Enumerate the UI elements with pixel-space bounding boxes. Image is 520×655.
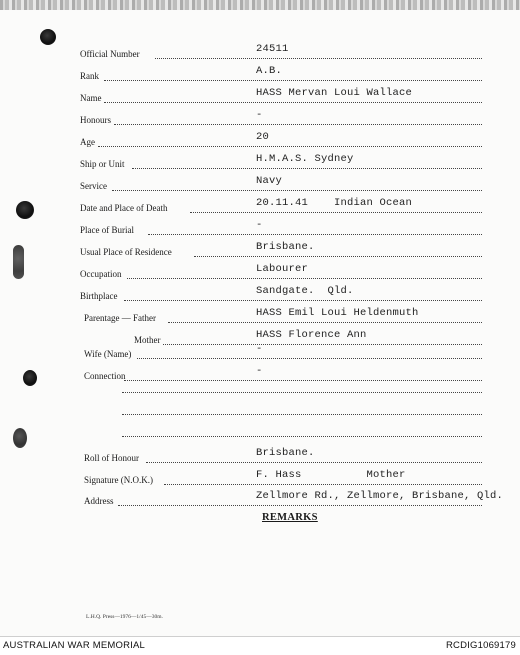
field-value: H.M.A.S. Sydney <box>256 153 354 165</box>
field-label: Honours <box>80 115 111 125</box>
field-value: Brisbane. <box>256 241 315 253</box>
dotted-rule <box>104 80 482 81</box>
field-value: 24511 <box>256 43 289 55</box>
field-value: Zellmore Rd., Zellmore, Brisbane, Qld. <box>256 490 504 502</box>
field-name <box>0 88 520 108</box>
field-label: Rank <box>80 71 99 81</box>
dotted-rule <box>104 102 482 103</box>
dotted-rule <box>114 124 482 125</box>
field-parentage-father <box>0 308 520 328</box>
field-label: Occupation <box>80 269 122 279</box>
dotted-rule <box>168 322 482 323</box>
field-label: Mother <box>134 335 161 345</box>
field-label: Date and Place of Death <box>80 203 168 213</box>
field-value: Brisbane. <box>256 447 315 459</box>
field-rank <box>0 66 520 86</box>
field-label: Wife (Name) <box>84 349 132 359</box>
field-age <box>0 132 520 152</box>
dotted-rule <box>164 484 482 485</box>
remarks-heading: REMARKS <box>262 512 318 523</box>
field-value: Navy <box>256 175 283 187</box>
field-label: Place of Burial <box>80 225 134 235</box>
dotted-rule <box>190 212 482 213</box>
field-label: Ship or Unit <box>80 159 125 169</box>
dotted-rule <box>155 58 482 59</box>
printer-imprint: L.H.Q. Press—1976—1/45—30m. <box>86 614 163 620</box>
dotted-rule <box>124 300 482 301</box>
field-value: - <box>256 109 263 121</box>
archive-footer <box>0 636 520 655</box>
field-value: A.B. <box>256 65 283 77</box>
field-value: 20 <box>256 131 270 143</box>
field-value: 20.11.41 Indian Ocean <box>256 197 413 209</box>
field-service <box>0 176 520 196</box>
field-honours <box>0 110 520 130</box>
field-value: HASS Mervan Loui Wallace <box>256 87 413 99</box>
dotted-rule <box>194 256 482 257</box>
dotted-rule <box>127 278 482 279</box>
field-label: Parentage — Father <box>84 313 156 323</box>
field-label: Usual Place of Residence <box>80 247 172 257</box>
field-label: Birthplace <box>80 291 118 301</box>
field-label: Official Number <box>80 49 140 59</box>
field-label: Connection <box>84 371 126 381</box>
field-value: Labourer <box>256 263 309 275</box>
field-connection <box>0 366 520 386</box>
field-value: HASS Emil Loui Heldenmuth <box>256 307 419 319</box>
footer-institution: AUSTRALIAN WAR MEMORIAL <box>3 640 146 651</box>
dotted-rule <box>98 146 482 147</box>
dotted-rule <box>112 190 482 191</box>
dotted-rule-blank <box>122 414 482 415</box>
field-value: - <box>256 343 263 355</box>
punch-hole-bottom <box>13 428 27 448</box>
field-value: - <box>256 219 263 231</box>
field-place-of-burial <box>0 220 520 240</box>
footer-record-id: RCDIG1069179 <box>446 640 516 651</box>
field-official-number <box>0 44 520 64</box>
field-signature-nok <box>0 470 520 490</box>
field-label: Name <box>80 93 102 103</box>
field-label: Signature (N.O.K.) <box>84 475 153 485</box>
dotted-rule <box>118 505 482 506</box>
field-label: Age <box>80 137 95 147</box>
dotted-rule <box>146 462 482 463</box>
field-usual-residence <box>0 242 520 262</box>
field-value: Sandgate. Qld. <box>256 285 354 297</box>
field-value: HASS Florence Ann <box>256 329 367 341</box>
dotted-rule <box>148 234 482 235</box>
dotted-rule <box>124 380 482 381</box>
field-label: Service <box>80 181 107 191</box>
field-occupation <box>0 264 520 284</box>
field-value: F. Hass Mother <box>256 469 406 481</box>
field-birthplace <box>0 286 520 306</box>
dotted-rule <box>137 358 482 359</box>
field-address <box>0 491 520 511</box>
scan-top-edge <box>0 0 520 10</box>
field-wife-name <box>0 344 520 364</box>
field-label: Address <box>84 496 114 506</box>
field-label: Roll of Honour <box>84 453 139 463</box>
field-date-place-of-death <box>0 198 520 218</box>
dotted-rule <box>132 168 482 169</box>
field-value: - <box>256 365 263 377</box>
field-ship-or-unit <box>0 154 520 174</box>
field-roll-of-honour <box>0 448 520 468</box>
punch-hole-top <box>40 29 56 45</box>
dotted-rule-blank <box>122 436 482 437</box>
dotted-rule-blank <box>122 392 482 393</box>
